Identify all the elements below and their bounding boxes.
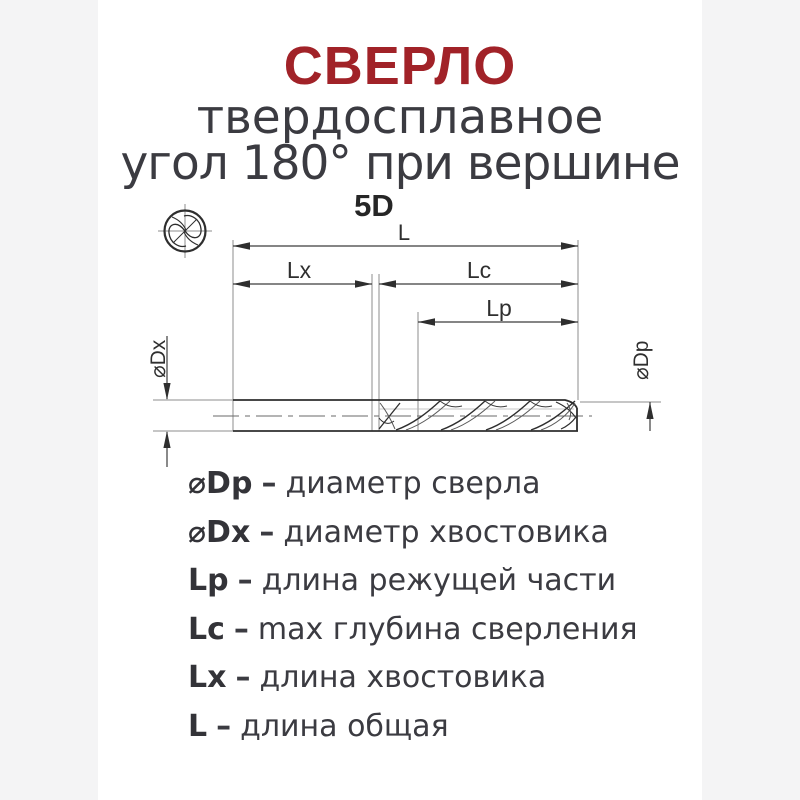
legend-dash: – — [216, 708, 232, 744]
dim-label-lp: Lp — [486, 295, 512, 321]
dim-label-dx: ⌀Dx — [147, 339, 170, 378]
legend-key: Lx — [188, 660, 227, 696]
product-title: СВЕРЛО — [283, 36, 517, 96]
legend-dash: – — [259, 514, 275, 550]
legend-desc: длина хвостовика — [259, 660, 547, 696]
legend-dash: – — [235, 660, 251, 696]
extension-lines — [153, 240, 661, 431]
legend-item — [188, 611, 638, 647]
legend-key: Lp — [188, 563, 229, 599]
dimension-arrows — [163, 242, 653, 448]
dim-label-lc: Lc — [466, 257, 492, 283]
legend-desc: диаметр сверла — [285, 466, 541, 501]
legend-desc: длина режущей части — [261, 563, 617, 599]
legend-item — [188, 514, 638, 550]
drill-end-view-icon — [158, 204, 212, 258]
legend-key: Lc — [188, 611, 225, 647]
legend-key: ⌀Dx — [188, 514, 251, 550]
legend-dash: – — [233, 611, 249, 647]
legend-dash: – — [237, 563, 253, 599]
legend-item — [188, 708, 638, 744]
dim-label-lx: Lx — [286, 257, 312, 283]
legend-item — [188, 563, 638, 599]
legend-item — [188, 468, 638, 499]
subtitle-line-1: твердосплавное — [196, 90, 604, 145]
size-label: 5D — [354, 188, 394, 223]
legend-desc: max глубина сверления — [257, 611, 638, 647]
dim-label-l: L — [397, 220, 411, 245]
subtitle-line-2: угол 180° при вершине — [120, 136, 680, 191]
dim-label-dp: ⌀Dp — [630, 340, 653, 380]
legend-dash: – — [261, 466, 277, 501]
legend — [188, 468, 638, 760]
legend-item — [188, 660, 638, 696]
legend-desc: диаметр хвостовика — [283, 514, 609, 550]
legend-desc: длина общая — [240, 708, 449, 744]
legend-key: ⌀Dp — [188, 466, 253, 501]
legend-key: L — [188, 708, 208, 744]
